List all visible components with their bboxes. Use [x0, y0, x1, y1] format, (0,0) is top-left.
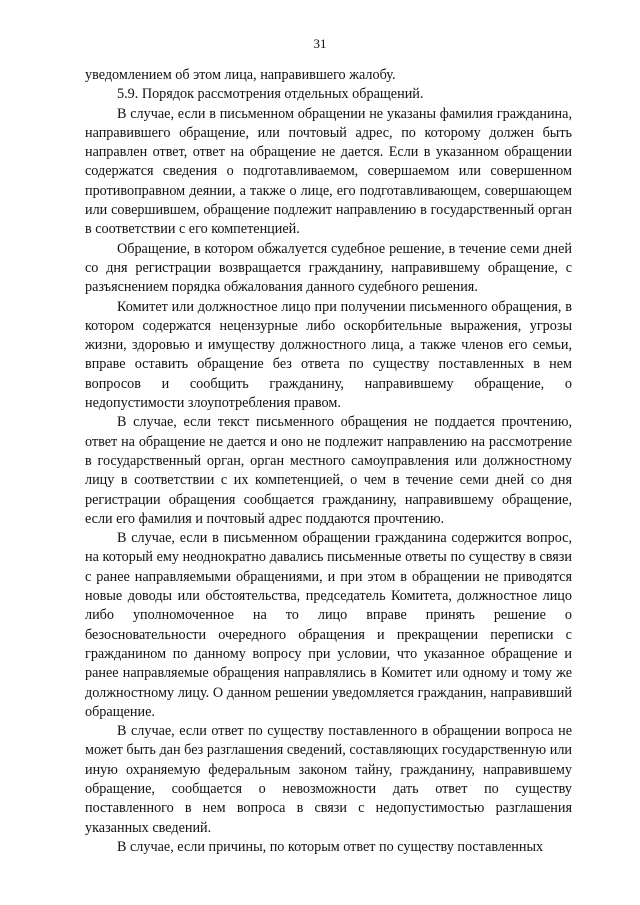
paragraph: В случае, если ответ по существу поставленного в обращении вопроса не может быть дан без разглашения сведений, составляющих государственную или иную охраняемую федеральным законом тайну, гражданину, направившему обращение, сообщается о невозможности дать ответ по существу поставленного в нем вопроса в связи с недопустимостью разглашения указанных сведений.: [85, 723, 572, 836]
paragraph: уведомлением об этом лица, направившего жалобу.: [85, 67, 396, 83]
body-text: [85, 66, 572, 857]
page-number: 31: [313, 36, 327, 51]
paragraph: В случае, если причины, по которым ответ по существу поставленных: [117, 838, 544, 855]
section-heading: 5.9. Порядок рассмотрения отдельных обращений.: [117, 86, 424, 103]
paragraph: В случае, если в письменном обращении не указаны фамилия гражданина, направившего обращение, или почтовый адрес, по которому должен быть направлен ответ, ответ на обращение не дается. Если в указанном обращении содержатся сведения о подготавливаемом, совершаемом или совершенном противоправном деянии, а также о лице, его подготавливающем, совершающем или совершившем, обращение подлежит направлению в государственный орган в соответствии с его компетенцией.: [85, 105, 572, 238]
paragraph: Обращение, в котором обжалуется судебное решение, в течение семи дней со дня регистрации возвращается гражданину, направившему обращение, с разъяснением порядка обжалования данного судебного решения.: [85, 240, 572, 296]
paragraph: Комитет или должностное лицо при получении письменного обращения, в котором содержатся нецензурные либо оскорбительные выражения, угрозы жизни, здоровью и имуществу должностного лица, а также членов его семьи, вправе оставить обращение без ответа по существу поставленных в нем вопросов и сообщить гражданину, направившему обращение, о недопустимости злоупотребления правом.: [85, 298, 572, 412]
paragraph: В случае, если в письменном обращении гражданина содержится вопрос, на который ему неоднократно давались письменные ответы по существу в связи с ранее направляемыми обращениями, и при этом в обращении не приводятся новые доводы или обстоятельства, председатель Комитета, должностное лицо либо уполномоченное на то лицо вправе принять решение о безосновательности очередного обращения и прекращении переписки с гражданином по данному вопросу при условии, что указанное обращение и ранее направляемые обращения направлялись в Комитет или одному и тому же должностному лицу. О данном решении уведомляется гражданин, направивший обращение.: [85, 530, 572, 720]
paragraph: В случае, если текст письменного обращения не поддается прочтению, ответ на обращение не дается и оно не подлежит направлению на рассмотрение в государственный орган, орган местного самоуправления или должностному лицу в соответствии с их компетенцией, о чем в течение семи дней со дня регистрации обращения сообщается гражданину, направившему обращение, если его фамилия и почтовый адрес поддаются прочтению.: [85, 414, 572, 527]
